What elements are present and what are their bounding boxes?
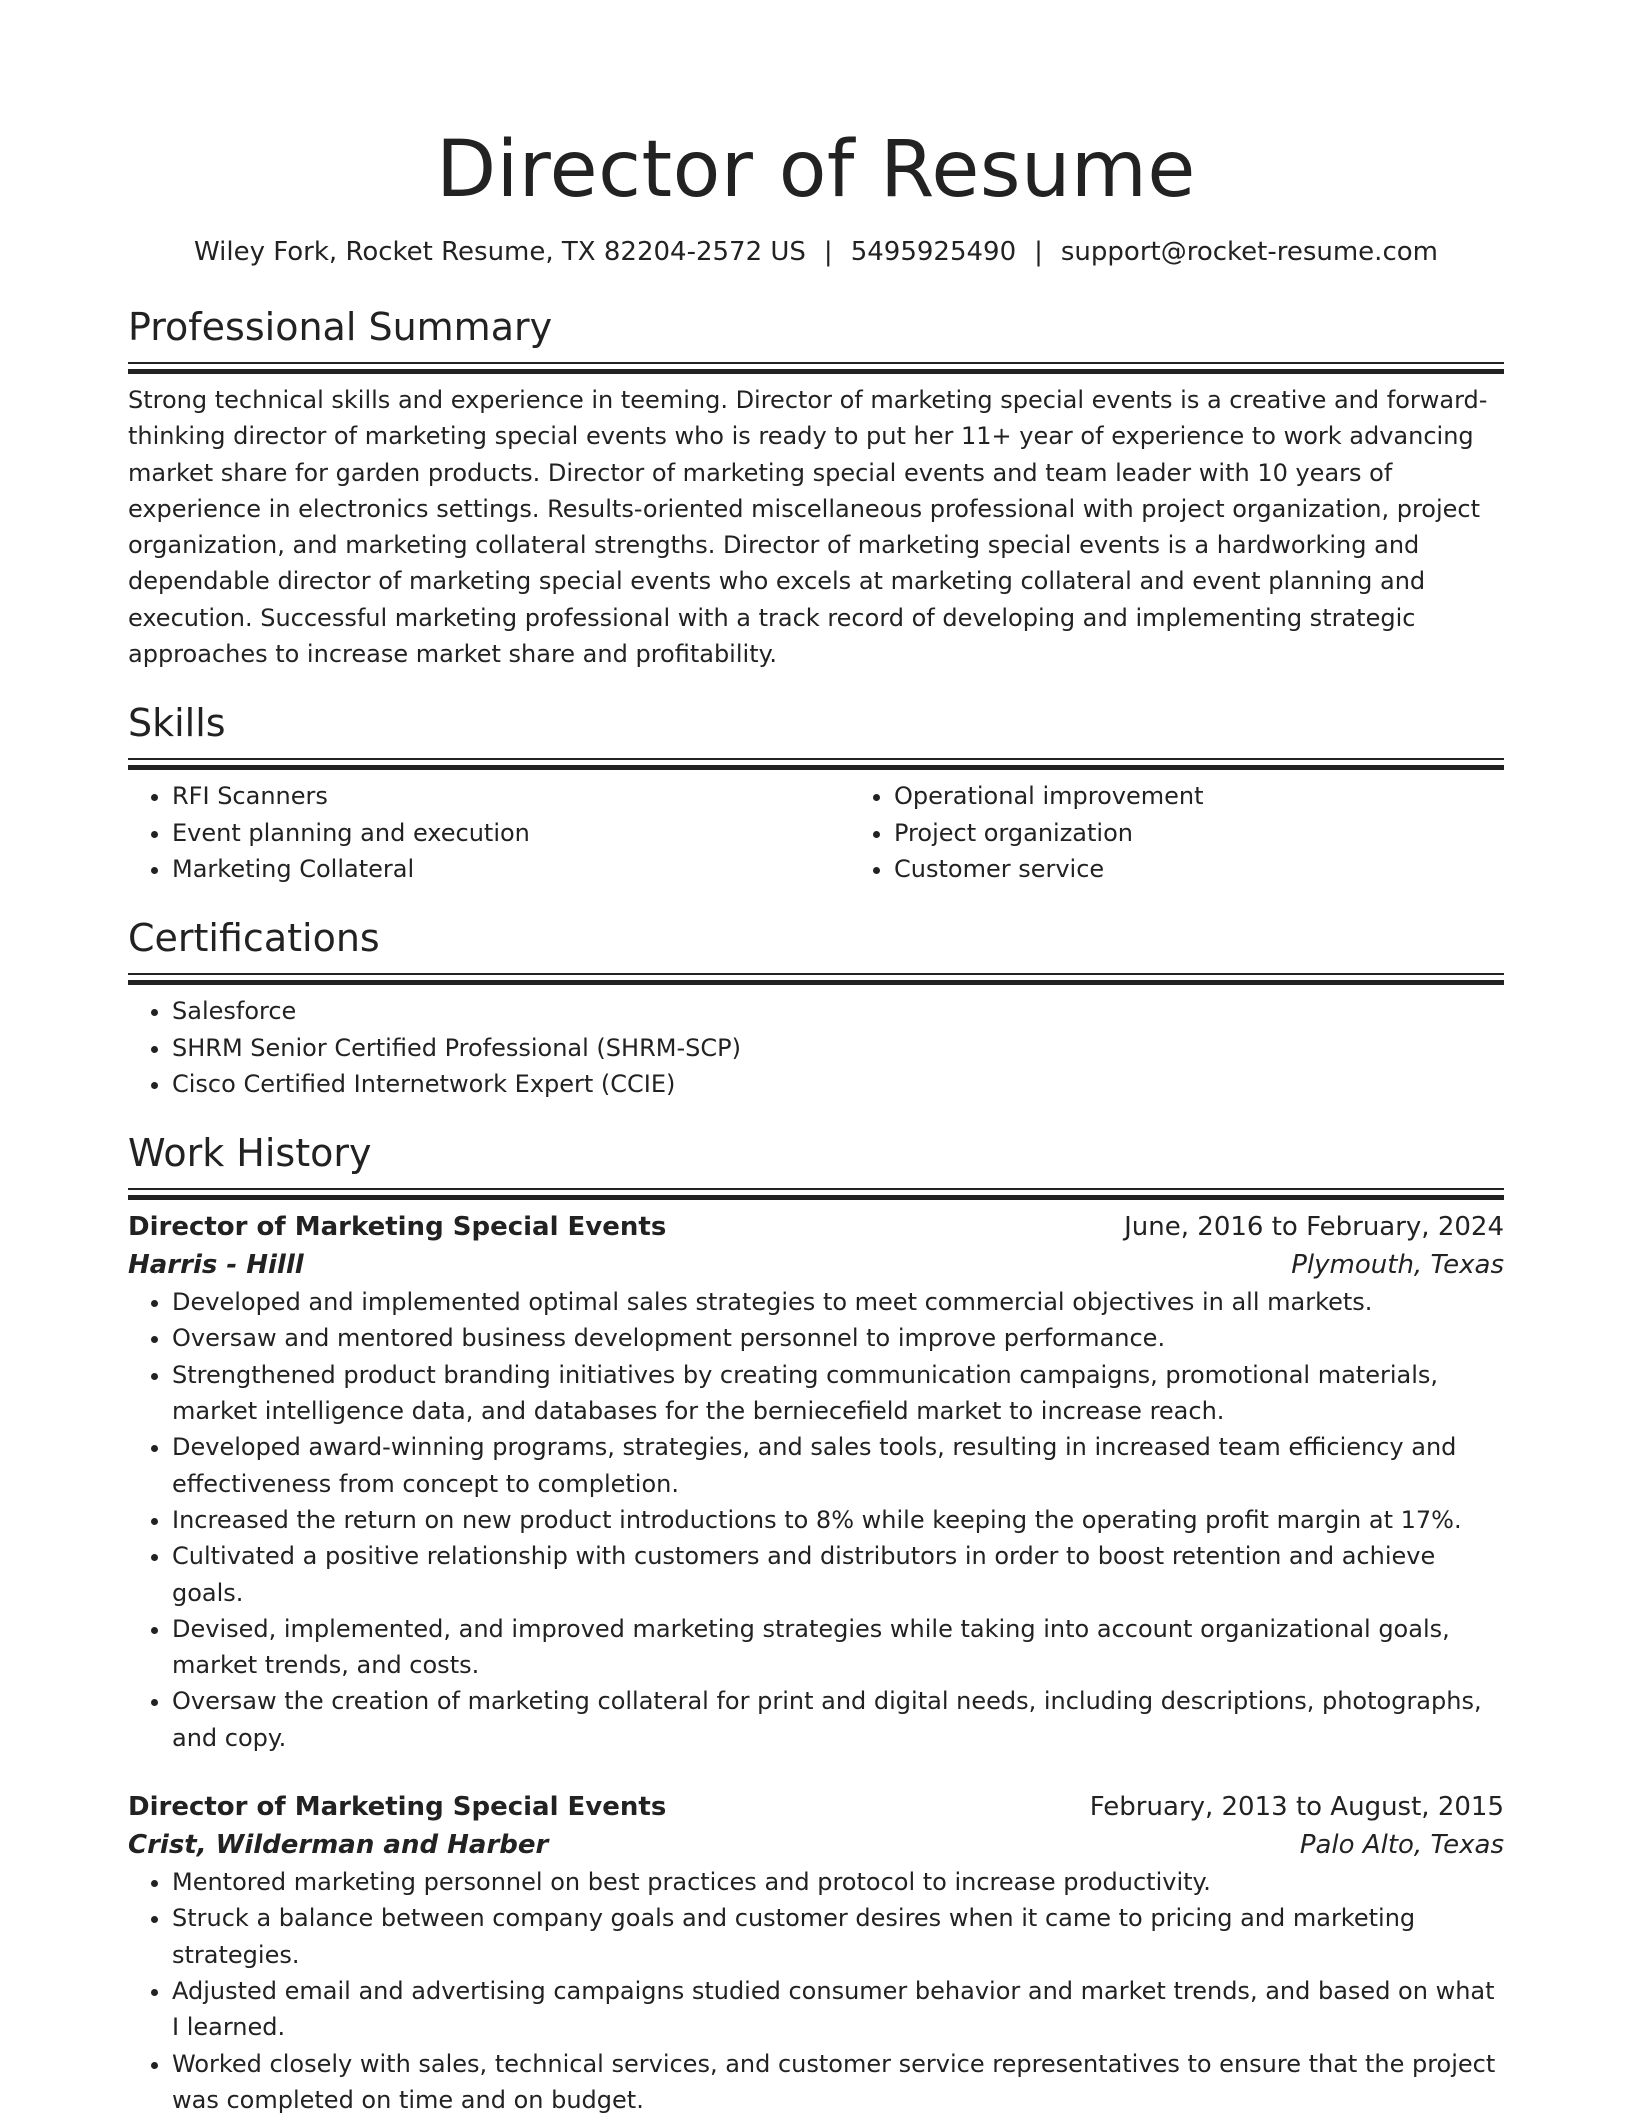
job-bullet: • Mentored marketing personnel on best practices and protocol to increase productivity. (172, 1864, 1504, 1900)
contact-email: support@rocket-resume.com (1061, 237, 1438, 267)
skill-item: • Operational improvement (894, 778, 1572, 814)
job-location: Plymouth, Texas (1291, 1246, 1504, 1284)
section-divider (128, 758, 1504, 760)
job-bullet: • Developed award-winning programs, strategies, and sales tools, resulting in increased team efficiency and effectiveness from concept to completion. (172, 1429, 1504, 1502)
job-entry (128, 1788, 1504, 2118)
job-bullet: • Devised, implemented, and improved marketing strategies while taking into account organizational goals, market trends, and costs. (172, 1611, 1504, 1684)
job-bullet: • Worked closely with sales, technical services, and customer service representatives to ensure that the project was completed on time and on budget. (172, 2046, 1504, 2118)
job-title: Director of Marketing Special Events (128, 1208, 666, 1246)
section-title-certifications: Certifications (128, 913, 1504, 963)
job-bullet: • Increased the return on new product introductions to 8% while keeping the operating profit margin at 17%. (172, 1502, 1504, 1538)
job-bullets (128, 1284, 1504, 1756)
contact-separator: | (1016, 234, 1061, 270)
job-subheader (128, 1246, 1504, 1284)
skills-section (128, 698, 1504, 887)
summary-section (128, 302, 1504, 672)
work-history-section (128, 1128, 1504, 2118)
certification-item: • SHRM Senior Certified Professional (SHRM-SCP) (172, 1030, 1504, 1066)
certification-item: • Salesforce (172, 993, 1504, 1029)
contact-address: Wiley Fork, Rocket Resume, TX 82204-2572 US (194, 237, 806, 267)
skills-list-left (128, 778, 850, 887)
contact-separator: | (806, 234, 851, 270)
job-company: Crist, Wilderman and Harber (128, 1826, 548, 1864)
contact-phone: 5495925490 (851, 237, 1016, 267)
contact-line (128, 234, 1504, 270)
resume-page (128, 0, 1504, 2118)
job-bullet: • Cultivated a positive relationship with customers and distributors in order to boost retention and achieve goals. (172, 1538, 1504, 1611)
skill-item: • Event planning and execution (172, 815, 850, 851)
section-title-summary: Professional Summary (128, 302, 1504, 352)
job-bullets (128, 1864, 1504, 2118)
job-dates: February, 2013 to August, 2015 (1090, 1788, 1504, 1826)
job-bullet: • Developed and implemented optimal sales strategies to meet commercial objectives in all markets. (172, 1284, 1504, 1320)
job-bullet: • Oversaw the creation of marketing collateral for print and digital needs, including descriptions, photographs, and copy. (172, 1683, 1504, 1756)
job-company: Harris - Hilll (128, 1246, 304, 1284)
job-dates: June, 2016 to February, 2024 (1124, 1208, 1504, 1246)
job-title: Director of Marketing Special Events (128, 1788, 666, 1826)
job-subheader (128, 1826, 1504, 1864)
skill-item: • RFI Scanners (172, 778, 850, 814)
job-header (128, 1788, 1504, 1826)
section-divider (128, 1188, 1504, 1190)
resume-name: Director of Resume (128, 120, 1504, 220)
skill-item: • Customer service (894, 851, 1572, 887)
job-header (128, 1208, 1504, 1246)
section-title-work-history: Work History (128, 1128, 1504, 1178)
certifications-section (128, 913, 1504, 1102)
job-bullet: • Struck a balance between company goals and customer desires when it came to pricing and marketing strategies. (172, 1900, 1504, 1973)
summary-text: Strong technical skills and experience in teeming. Director of marketing special events is a creative and forward-thinking director of marketing special events who is ready to put her 11+ year of experience to work advancing market share for garden products. Director of marketing special events and team leader with 10 years of experience in electronics settings. Results-oriented miscellaneous professional with project organization, project organization, and marketing collateral strengths. Director of marketing special events is a hardworking and dependable director of marketing special events who excels at marketing collateral and event planning and execution. Successful marketing professional with a track record of developing and implementing strategic approaches to increase market share and profitability. (128, 382, 1504, 672)
skill-item: • Project organization (894, 815, 1572, 851)
job-bullet: • Strengthened product branding initiatives by creating communication campaigns, promotional materials, market intelligence data, and databases for the berniecefield market to increase reach. (172, 1357, 1504, 1430)
section-divider (128, 362, 1504, 364)
skill-item: • Marketing Collateral (172, 851, 850, 887)
certification-item: • Cisco Certified Internetwork Expert (CCIE) (172, 1066, 1504, 1102)
section-divider (128, 973, 1504, 975)
job-location: Palo Alto, Texas (1300, 1826, 1504, 1864)
section-title-skills: Skills (128, 698, 1504, 748)
job-bullet: • Adjusted email and advertising campaigns studied consumer behavior and market trends, and based on what I learned. (172, 1973, 1504, 2046)
job-bullet: • Oversaw and mentored business development personnel to improve performance. (172, 1320, 1504, 1356)
skills-list-right (850, 778, 1572, 887)
job-entry (128, 1208, 1504, 1756)
certifications-list (128, 993, 1504, 1102)
